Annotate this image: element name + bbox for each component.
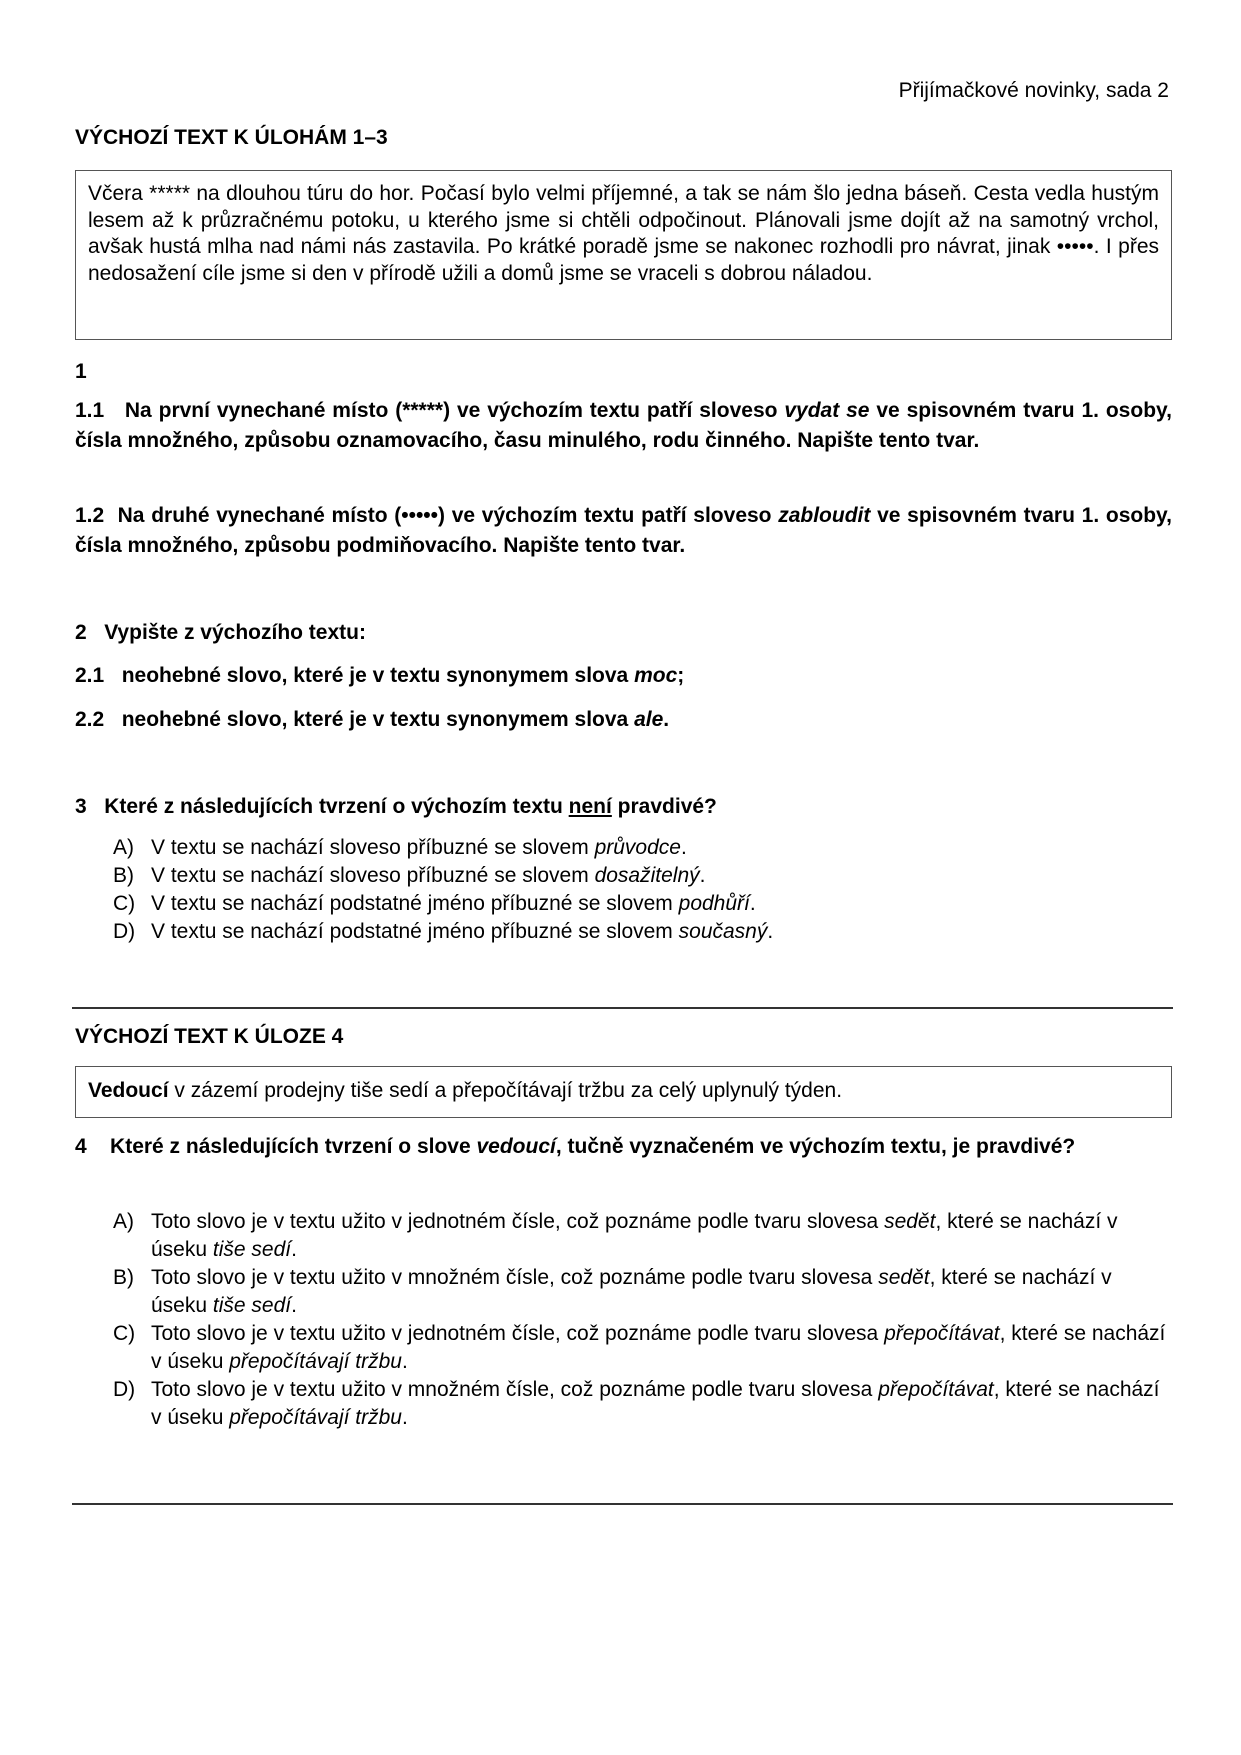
- option-text: V textu se nachází podstatné jméno příbuzné se slovem: [151, 892, 679, 915]
- task-number: 1.1: [75, 399, 105, 422]
- source-bold-word: Vedoucí: [88, 1079, 169, 1102]
- option-letter: D): [113, 920, 136, 943]
- task-1-2: [75, 501, 1172, 561]
- option-letter: C): [113, 892, 136, 915]
- section-divider: [72, 1007, 1173, 1009]
- option-text-end: .: [291, 1294, 297, 1317]
- option-text-end: .: [401, 1350, 408, 1373]
- option-text: , které se nachází v úseku: [151, 1378, 1160, 1429]
- task-3: [75, 793, 1172, 821]
- source-text-box-1: [75, 170, 1172, 340]
- task-text: Na druhé vynechané místo (•••••) ve výchozím textu patří sloveso: [117, 504, 779, 527]
- task-number: 1.2: [75, 504, 105, 527]
- option-text: V textu se nachází sloveso příbuzné se slovem: [151, 836, 595, 859]
- option-letter: A): [113, 836, 134, 859]
- task-3-option-b[interactable]: [113, 862, 1173, 890]
- task-4: [75, 1132, 1172, 1162]
- option-text: , které se nachází v úseku: [151, 1266, 1112, 1317]
- task-text: Které z následujících tvrzení o výchozím textu: [104, 795, 569, 818]
- task-number: 2.1: [75, 664, 105, 687]
- task-4-option-b[interactable]: [113, 1264, 1173, 1320]
- option-text: V textu se nachází podstatné jméno příbuzné se slovem: [151, 920, 679, 943]
- task-2-1: [75, 662, 1172, 690]
- task-4-options: [113, 1208, 1173, 1432]
- option-text: , které se nachází v úseku: [151, 1322, 1166, 1373]
- option-italic-word: dosažitelný: [594, 864, 700, 887]
- section-title-task-4: VÝCHOZÍ TEXT K ÚLOZE 4: [75, 1025, 344, 1048]
- option-text-end: .: [767, 920, 774, 943]
- bottom-divider: [72, 1503, 1173, 1505]
- task-number: 4: [75, 1135, 87, 1158]
- option-letter: C): [113, 1322, 136, 1345]
- task-3-option-a[interactable]: [113, 834, 1173, 862]
- option-text-end: .: [291, 1238, 297, 1261]
- task-text: , tučně vyznačeném ve výchozím textu, je pravdivé?: [555, 1135, 1076, 1158]
- task-italic-word: moc: [634, 664, 678, 687]
- option-text: Toto slovo je v textu užito v jednotném čísle, což poznáme podle tvaru slovesa: [151, 1322, 885, 1345]
- task-3-options: [113, 834, 1173, 946]
- option-italic-word: přepočítávat: [878, 1378, 994, 1401]
- task-4-option-d[interactable]: [113, 1376, 1173, 1432]
- task-number: 3: [75, 795, 87, 818]
- option-text: , které se nachází v úseku: [151, 1210, 1118, 1261]
- task-underlined-word: není: [568, 795, 612, 818]
- task-italic-word: ale: [634, 708, 664, 731]
- option-letter: D): [113, 1378, 136, 1401]
- section-title-tasks-1-3: VÝCHOZÍ TEXT K ÚLOHÁM 1–3: [75, 126, 388, 149]
- option-text-end: .: [699, 864, 706, 887]
- option-text: V textu se nachází sloveso příbuzné se slovem: [151, 864, 595, 887]
- task-text: Které z následujících tvrzení o slove: [110, 1135, 477, 1158]
- task-text: ;: [677, 664, 685, 687]
- page-header-title: Přijímačkové novinky, sada 2: [898, 79, 1169, 102]
- source-text-1: Včera ***** na dlouhou túru do hor. Počasí bylo velmi příjemné, a tak se nám šlo jedna báseň. Cesta vedla hustým lesem až k průzračnému potoku, u kterého jsme si chtěli odpočinout. Plánovali jsme dojít až na samotný vrchol, avšak hustá mlha nad námi nás zastavila. Po krátké poradě jsme se nakonec rozhodli pro návrat, jinak •••••. I přes nedosažení cíle jsme si den v přírodě užili a domů jsme se vraceli s dobrou náladou.: [88, 182, 1159, 285]
- task-text: Na první vynechané místo (*****) ve výchozím textu patří sloveso: [124, 399, 785, 422]
- task-text: ve spisovném tvaru 1. osoby, čísla množného, způsobu oznamovacího, času minulého, rodu činného. Napište tento tvar.: [75, 399, 1172, 452]
- option-letter: B): [113, 1266, 134, 1289]
- task-2: [75, 619, 1172, 647]
- option-italic-word: podhůří: [678, 892, 750, 915]
- task-3-option-c[interactable]: [113, 890, 1173, 918]
- task-1-number: 1: [75, 360, 87, 383]
- option-italic-word: přepočítávat: [884, 1322, 1000, 1345]
- task-italic-word: vedoucí: [476, 1135, 556, 1158]
- option-letter: A): [113, 1210, 134, 1233]
- option-italic-word: sedět: [884, 1210, 936, 1233]
- option-text: Toto slovo je v textu užito v jednotném čísle, což poznáme podle tvaru slovesa: [151, 1210, 885, 1233]
- option-text: Toto slovo je v textu užito v množném čísle, což poznáme podle tvaru slovesa: [151, 1266, 879, 1289]
- task-text: pravdivé?: [611, 795, 717, 818]
- task-4-option-c[interactable]: [113, 1320, 1173, 1376]
- task-2-2: [75, 706, 1172, 734]
- task-text: neohebné slovo, které je v textu synonymem slova: [121, 708, 635, 731]
- task-text: Vypište z výchozího textu:: [104, 621, 366, 644]
- task-text: neohebné slovo, které je v textu synonymem slova: [121, 664, 635, 687]
- task-text: ve spisovném tvaru 1. osoby, čísla množného, způsobu podmiňovacího. Napište tento tvar.: [75, 504, 1172, 557]
- option-italic-word: tiše sedí: [212, 1294, 292, 1317]
- option-text-end: .: [401, 1406, 408, 1429]
- option-italic-word: současný: [678, 920, 768, 943]
- task-italic-word: vydat se: [784, 399, 870, 422]
- option-italic-word: přepočítávají tržbu: [229, 1406, 402, 1429]
- task-text: .: [663, 708, 670, 731]
- task-4-option-a[interactable]: [113, 1208, 1173, 1264]
- option-italic-word: sedět: [878, 1266, 930, 1289]
- option-text-end: .: [749, 892, 756, 915]
- option-italic-word: přepočítávají tržbu: [229, 1350, 402, 1373]
- option-text-end: .: [680, 836, 687, 859]
- source-text-2: v zázemí prodejny tiše sedí a přepočítávají tržbu za celý uplynulý týden.: [168, 1079, 843, 1102]
- task-3-option-d[interactable]: [113, 918, 1173, 946]
- task-number: 2: [75, 621, 87, 644]
- source-text-box-2: [75, 1066, 1172, 1118]
- task-number: 2.2: [75, 708, 105, 731]
- option-italic-word: tiše sedí: [212, 1238, 292, 1261]
- option-text: Toto slovo je v textu užito v množném čísle, což poznáme podle tvaru slovesa: [151, 1378, 879, 1401]
- option-italic-word: průvodce: [594, 836, 681, 859]
- task-1-1: [75, 396, 1172, 456]
- option-letter: B): [113, 864, 134, 887]
- task-italic-word: zabloudit: [778, 504, 871, 527]
